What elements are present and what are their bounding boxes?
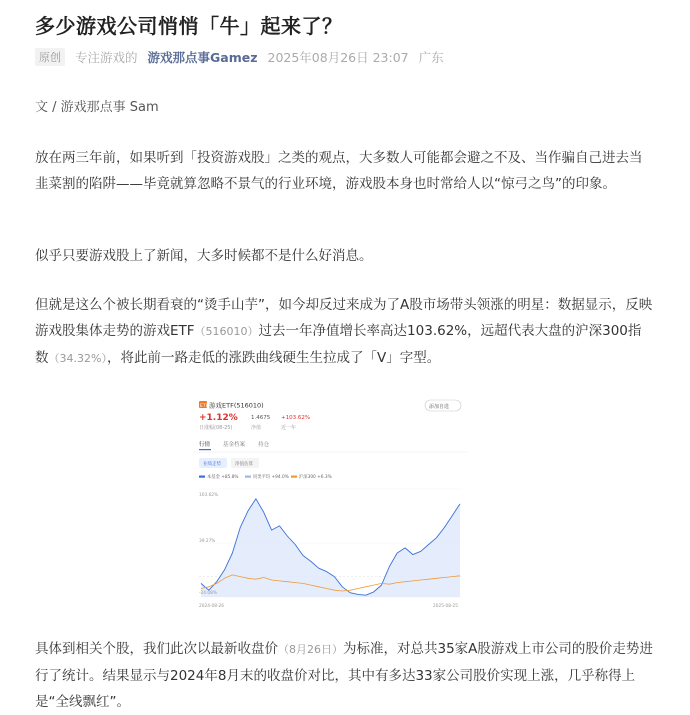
series-area-0 — [201, 499, 460, 597]
author-text: 专注游戏的 — [75, 50, 138, 65]
etf-badge: ETF — [200, 404, 209, 409]
tab-market[interactable]: 行情 — [199, 442, 211, 448]
fund-code-note: （516010） — [194, 325, 259, 338]
y-tick-mid: 39.27% — [199, 539, 216, 544]
legend-label-2: 沪深300 +6.3% — [299, 475, 332, 480]
yearly-return-label: 近一年 — [281, 425, 297, 431]
nav-label: 净值 — [251, 425, 262, 431]
legend-swatch-0 — [199, 476, 205, 478]
byline: 文 / 游戏那点事 Sam — [35, 100, 159, 115]
paragraph-3-text-c: ，将此前一路走低的涨跌曲线硬生生拉成了「V」字型。 — [106, 350, 441, 366]
legend-swatch-1 — [245, 476, 251, 478]
article-title: 多少游戏公司悄悄「牛」起来了？ — [35, 14, 343, 38]
x-tick-start: 2024-08-26 — [199, 604, 224, 609]
chart-legend — [199, 473, 332, 480]
publish-location: 广东 — [418, 50, 444, 65]
legend-label-1: 同类平均 +94.0% — [253, 475, 289, 480]
y-tick-bottom: -24.08% — [199, 591, 217, 596]
paragraph-2: 似乎只要游戏股上了新闻，大多时候都不是什么好消息。 — [35, 248, 373, 264]
tab-fund-profile[interactable]: 基金档案 — [223, 442, 246, 448]
active-tab-underline — [199, 449, 211, 450]
fund-screenshot — [193, 393, 468, 611]
fund-card-svg — [193, 393, 468, 611]
publish-date: 2025年08月26日 23:07 — [267, 50, 409, 65]
paragraph-3 — [35, 292, 653, 372]
chart-plot — [201, 499, 460, 597]
legend-label-0: 本基金 +85.8% — [207, 475, 239, 480]
close-date-note: （8月26日） — [278, 643, 343, 656]
paragraph-3-text-b: 过去一年净值增长率高达103.62%，远超代表大盘的沪深300指数 — [35, 323, 642, 366]
yearly-return-value: +103.62% — [281, 415, 311, 421]
paragraph-4 — [35, 636, 653, 715]
original-badge: 原创 — [35, 48, 65, 66]
add-watchlist-label: 添加自选 — [429, 403, 450, 410]
paragraph-4-text-a: 具体到相关个股，我们此次以最新收盘价 — [35, 641, 278, 657]
day-change-value: +1.12% — [199, 413, 238, 423]
paragraph-3-text-a: 但就是这么个被长期看衰的“烫手山芋”，如今却反过来成为了A股市场带头领涨的明星：数据显示，反映游戏股集体走势的游戏ETF — [35, 297, 653, 339]
index-return-note: （34.32%） — [48, 352, 107, 365]
account-link[interactable]: 游戏那点事Gamez — [147, 50, 258, 65]
x-tick-end: 2025-08-25 — [433, 604, 458, 609]
day-change-label: 日涨幅(08-25) — [199, 425, 233, 431]
tab-holdings[interactable]: 持仓 — [258, 442, 270, 448]
y-tick-top: 103.62% — [199, 493, 219, 498]
fund-name: 游戏ETF(516010) — [209, 401, 264, 410]
paragraph-1: 放在两三年前，如果听到「投资游戏股」之类的观点，大多数人可能都会避之不及、当作骗自己进去当韭菜割的陷阱——毕竟就算忽略不景气的行业环境，游戏股本身也时常给人以“惊弓之鸟”的印象。 — [35, 150, 643, 192]
nav-value: 1.4675 — [251, 415, 271, 421]
article-meta — [35, 48, 444, 66]
legend-swatch-2 — [291, 476, 297, 478]
subtab-performance[interactable]: 业绩走势 — [203, 462, 221, 467]
paragraph-4-text-b: 为标准，对总共35家A股游戏上市公司的股价走势进行了统计。结果显示与2024年8月末的收盘价对比，其中有多达33家公司股价实现上涨，几乎称得上是“全线飘红”。 — [35, 641, 653, 710]
subtab-estimate[interactable]: 净值估算 — [235, 462, 253, 467]
